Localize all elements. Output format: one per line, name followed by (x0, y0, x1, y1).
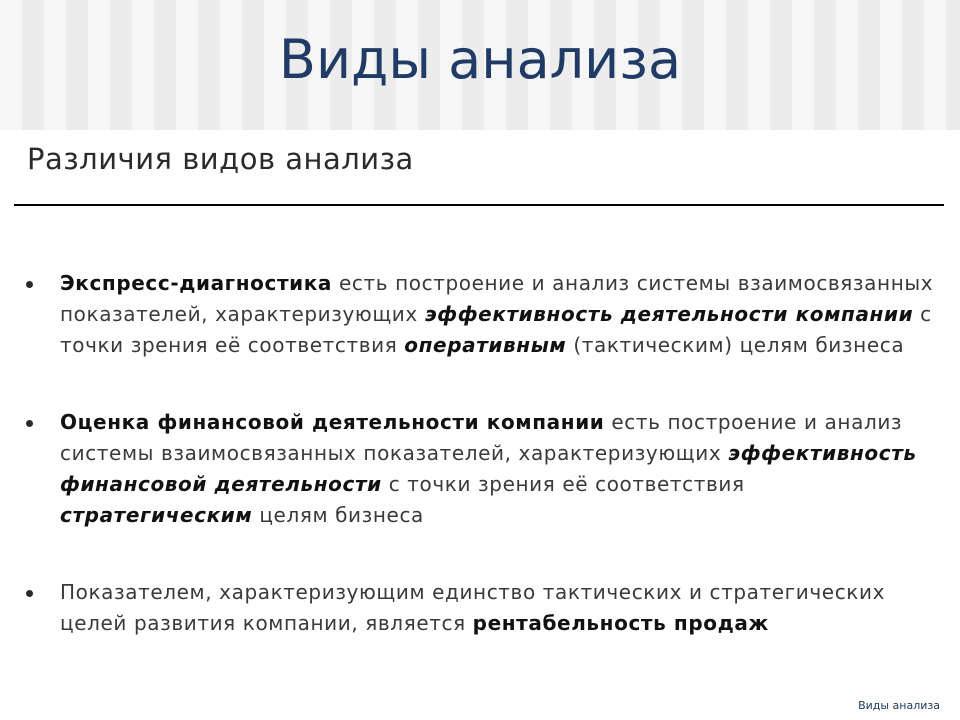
bullet-text-segment: эффективность деятельности компании (424, 302, 914, 326)
bullet-text-segment: стратегическим (60, 503, 253, 527)
bullet-item-sales-profitability (22, 577, 937, 639)
bullet-text-segment: есть построение и анализ системы взаимосвязанных показателей, характеризующих (60, 410, 903, 465)
bullet-text-segment: есть построение и анализ системы взаимосвязанных показателей, характеризующих (60, 271, 934, 326)
bullet-list (22, 268, 937, 685)
footer-label: Виды анализа (858, 699, 940, 712)
bullet-item-express-diagnostics (22, 268, 937, 361)
bullet-text-segment: с точки зрения её соответствия (381, 472, 745, 496)
bullet-text-segment: (тактическим) целям бизнеса (566, 333, 905, 357)
section-heading: Различия видов анализа (27, 142, 414, 176)
bullet-dot-icon (26, 420, 33, 427)
bullet-text-segment: рентабельность продаж (472, 611, 769, 635)
bullet-text-segment: целям бизнеса (252, 503, 424, 527)
slide-title: Виды анализа (278, 28, 682, 91)
bullet-text-segment: Показателем, характеризующим единство тактических и стратегических целей развития компании, является (60, 580, 886, 635)
bullet-text-segment: Экспресс-диагностика (60, 271, 333, 295)
bullet-text-segment: эффективность финансовой деятельности (60, 441, 917, 496)
bullet-text-segment: с точки зрения её соответствия (60, 302, 932, 357)
bullet-dot-icon (26, 590, 33, 597)
bullet-dot-icon (26, 281, 33, 288)
bullet-item-financial-assessment (22, 407, 937, 531)
heading-divider (14, 204, 944, 206)
bullet-text-segment: оперативным (404, 333, 567, 357)
bullet-text-segment: Оценка финансовой деятельности компании (60, 410, 605, 434)
